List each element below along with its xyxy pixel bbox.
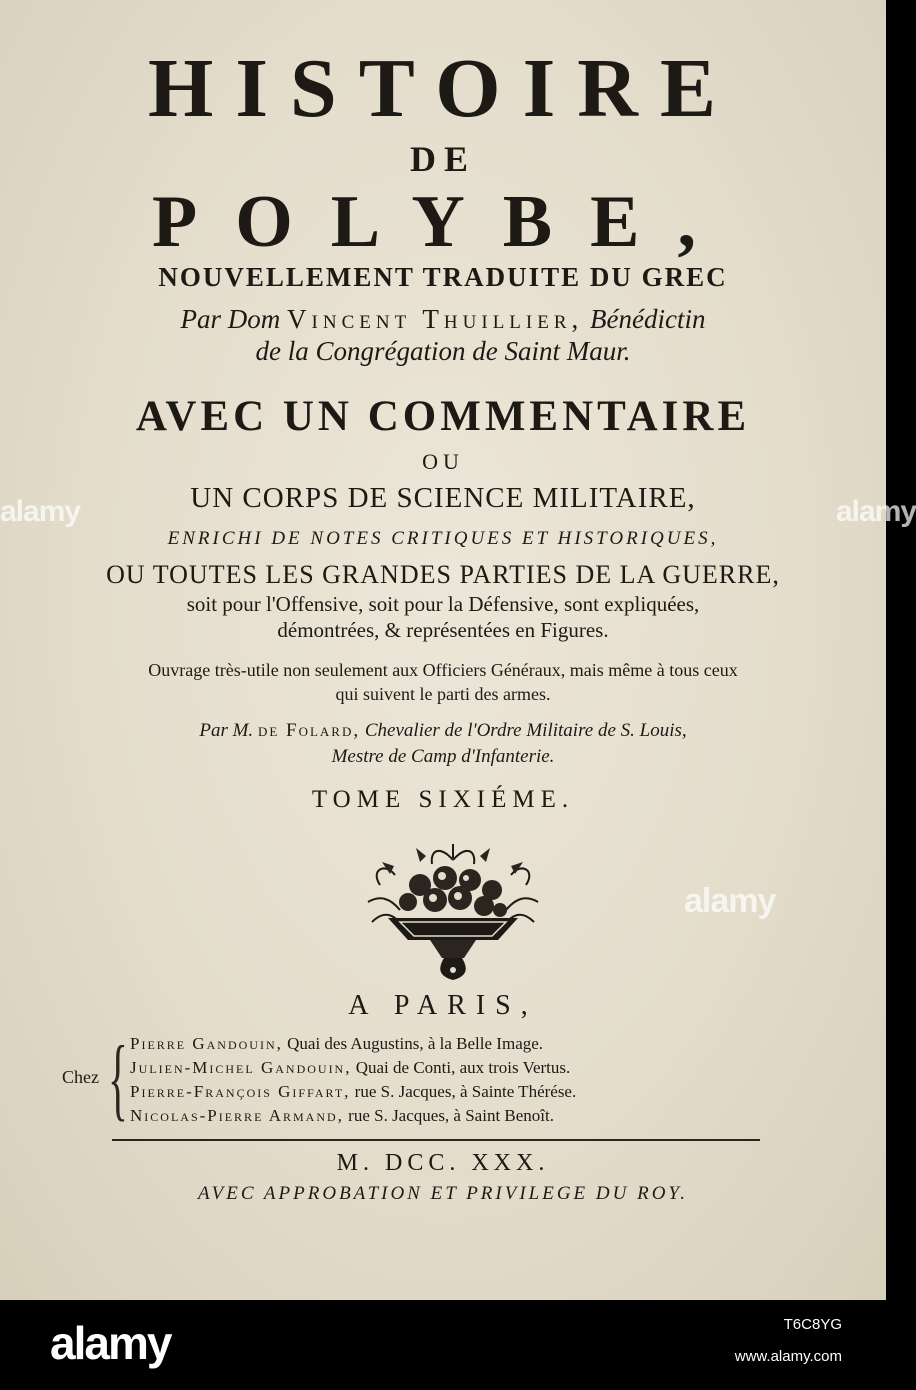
- publisher-address: rue S. Jacques, à Sainte Thérése.: [350, 1082, 577, 1101]
- watermark-text: alamy: [836, 495, 916, 528]
- offensive-line: soit pour l'Offensive, soit pour la Défensive, sont expliquées,: [186, 592, 700, 616]
- translator-line: [0, 304, 886, 335]
- publisher-name: Nicolas-Pierre Armand,: [130, 1106, 344, 1125]
- year-line: M. DCC. XXX.: [336, 1150, 550, 1176]
- author-prefix: Par M.: [199, 720, 258, 741]
- ouvrage-line1: Ouvrage très-utile non seulement aux Officiers Généraux, mais même à tous ceux: [148, 660, 738, 680]
- title-polybe: POLYBE,: [152, 181, 734, 263]
- chez-label: Chez: [62, 1067, 99, 1087]
- publisher-line: [130, 1106, 554, 1126]
- enrichi-line: ENRICHI DE NOTES CRITIQUES ET HISTORIQUES,: [167, 528, 719, 549]
- watermark-text: alamy: [684, 882, 776, 920]
- publishers-block: [58, 1027, 818, 1130]
- translator-suffix: Bénédictin: [583, 304, 706, 334]
- corps-line: UN CORPS DE SCIENCE MILITAIRE,: [190, 482, 696, 514]
- stock-footer: [0, 1300, 886, 1390]
- privilege-line: AVEC APPROBATION ET PRIVILEGE DU ROY.: [197, 1183, 689, 1204]
- translator-prefix: Par Dom: [180, 304, 288, 334]
- publisher-line: [130, 1058, 570, 1078]
- demontrees-line: démontrées, & représentées en Figures.: [277, 618, 609, 642]
- subtitle: NOUVELLEMENT TRADUITE DU GREC: [158, 262, 728, 292]
- image-id: T6C8YG: [783, 1316, 842, 1333]
- author-suffix: Chevalier de l'Ordre Militaire de S. Louis,: [360, 720, 687, 741]
- flower-basket-icon: [360, 840, 546, 988]
- translator-line2: de la Congrégation de Saint Maur.: [255, 336, 631, 366]
- ouvrage-line2: qui suivent le parti des armes.: [335, 684, 551, 704]
- publisher-line: [130, 1034, 543, 1054]
- publisher-address: rue S. Jacques, à Saint Benoît.: [343, 1106, 555, 1125]
- alamy-logo: alamy: [50, 1317, 171, 1369]
- brace-glyph: {: [108, 1027, 128, 1129]
- site-url: www.alamy.com: [734, 1348, 842, 1365]
- publisher-address: Quai de Conti, aux trois Vertus.: [351, 1058, 571, 1077]
- publisher-name: Pierre Gandouin,: [130, 1034, 283, 1053]
- tome-line: TOME SIXIÉME.: [311, 786, 575, 813]
- parties-line: OU TOUTES LES GRANDES PARTIES DE LA GUERRE,: [106, 560, 780, 589]
- translator-name: Vincent Thuillier,: [287, 304, 584, 334]
- publisher-name: Julien-Michel Gandouin,: [130, 1058, 352, 1077]
- publisher-address: Quai des Augustins, à la Belle Image.: [282, 1034, 544, 1053]
- author-line2: Mestre de Camp d'Infanterie.: [331, 746, 555, 767]
- title-de: DE: [409, 139, 476, 179]
- author-line: [0, 720, 886, 742]
- author-name: de Folard,: [257, 720, 361, 741]
- ou-line: OU: [422, 449, 464, 474]
- title-histoire: HISTOIRE: [148, 42, 738, 135]
- watermark-text: alamy: [0, 495, 81, 528]
- city-line: A PARIS,: [348, 990, 538, 1021]
- publisher-line: [130, 1082, 576, 1102]
- publisher-name: Pierre-François Giffart,: [130, 1082, 351, 1101]
- commentary-heading: AVEC UN COMMENTAIRE: [135, 393, 751, 440]
- horizontal-rule: [112, 1139, 760, 1141]
